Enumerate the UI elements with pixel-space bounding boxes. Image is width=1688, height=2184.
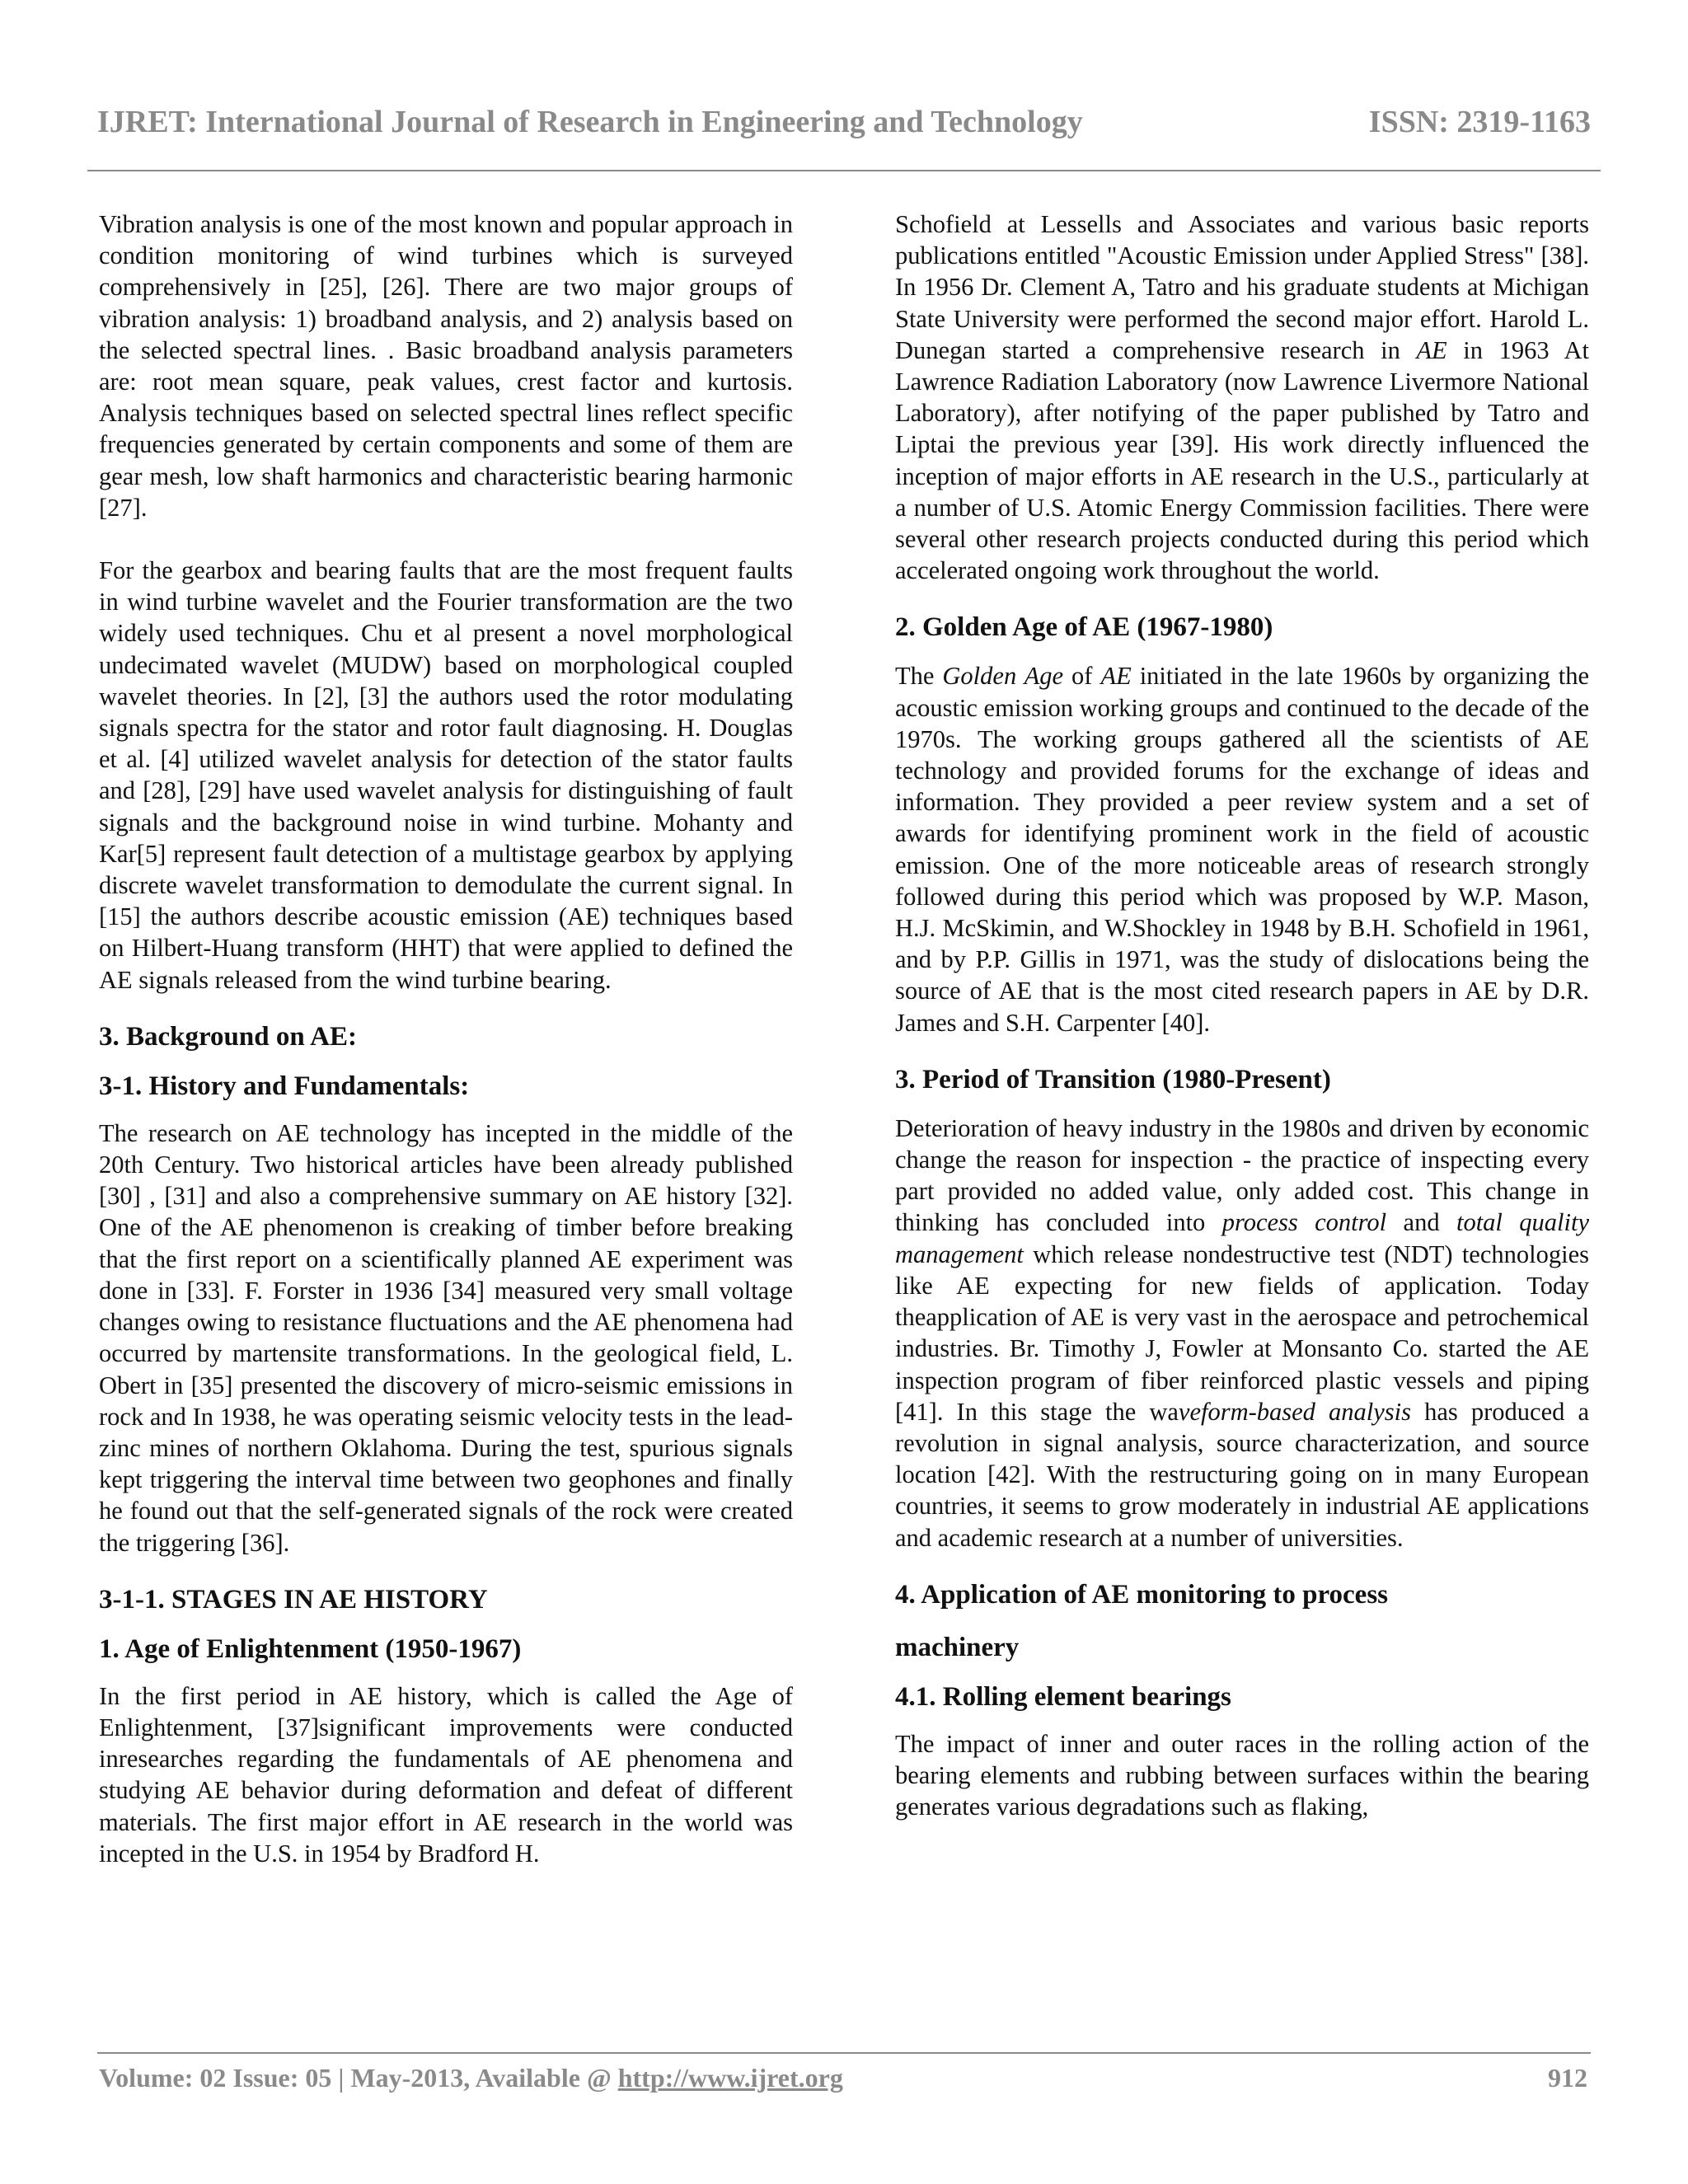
- footer-volume-text: Volume: 02 Issue: 05 | May-2013, Available @: [99, 2062, 618, 2093]
- paragraph-golden-age: [895, 660, 1589, 1038]
- heading-transition: 3. Period of Transition (1980-Present): [895, 1064, 1331, 1094]
- paragraph-history: The research on AE technology has incepted in the middle of the 20th Century. Two historical articles have been already published [30] , [31] and also a comprehensive summary on AE history [32]. One of the AE phenomenon is creaking of timber before breaking that the first report on a scientifically planned AE experiment was done in [33]. F. Forster in 1936 [34] measured very small voltage changes owing to resistance fluctuations and the AE phenomena had occurred by martensite transformations. In the geological field, L. Obert in [35] presented the discovery of micro-seismic emissions in rock and In 1938, he was operating seismic velocity tests in the lead-zinc mines of northern Oklahoma. During the test, spurious signals kept triggering the interval time between two geophones and finally he found out that the self-generated signals of the rock were created the triggering [36].: [99, 1118, 793, 1557]
- page-number: 912: [1548, 2062, 1587, 2093]
- heading-golden-age: 2. Golden Age of AE (1967-1980): [895, 612, 1273, 643]
- heading-stages: 3-1-1. STAGES IN AE HISTORY: [99, 1584, 488, 1615]
- footer-volume: [99, 2063, 843, 2093]
- text-run: which release nondestructive test (NDT) technologies like AE expecting for new fields of application. Today theapplication of AE is very vast in the aerospace and petrochemical industries. Br. Timothy J, Fowler at Monsanto Co. started the AE inspection program of fiber reinforced plastic vessels and piping [41]. In this stage the wa: [895, 1240, 1589, 1426]
- heading-enlightenment: 1. Age of Enlightenment (1950-1967): [99, 1633, 522, 1664]
- journal-url-link[interactable]: http://www.ijret.org: [617, 2062, 843, 2093]
- paragraph-gearbox: For the gearbox and bearing faults that are the most frequent faults in wind turbine wavelet and the Fourier transformation are the two widely used techniques. Chu et al present a novel morphological undecimated wavelet (MUDW) based on morphological coupled wavelet theories. In [2], [3] the authors used the rotor modulating signals spectra for the stator and rotor fault diagnosing. H. Douglas et al. [4] utilized wavelet analysis for detection of the stator faults and [28], [29] have used wavelet analysis for distinguishing of fault signals and the background noise in wind turbine. Mohanty and Kar[5] represent fault detection of a multistage gearbox by applying discrete wavelet transformation to demodulate the current signal. In [15] the authors describe acoustic emission (AE) techniques based on Hilbert-Huang transform (HHT) that were applied to defined the AE signals released from the wind turbine bearing.: [99, 556, 793, 994]
- heading-application-line1: 4. Application of AE monitoring to process: [895, 1579, 1389, 1610]
- footer-divider: [97, 2052, 1591, 2054]
- paragraph-enlightenment: In the first period in AE history, which is called the Age of Enlightenment, [37]significant improvements were conducted inresearches regarding the fundamentals of AE phenomena and studying AE behavior during deformation and defeat of different materials. The first major effort in AE research in the world was incepted in the U.S. in 1954 by Bradford H.: [99, 1681, 793, 1868]
- running-header: [97, 97, 1591, 147]
- text-run: Schofield at Lessells and Associates and various basic reports publications entitled "Acoustic Emission under Applied Stress" [38]. In 1956 Dr. Clement A, Tatro and his graduate students at Michigan State University were performed the second major effort. Harold L. Dunegan started a comprehensive research in: [895, 210, 1589, 364]
- text-run-italic: AE: [1100, 662, 1132, 691]
- heading-application-line2: machinery: [895, 1632, 1020, 1662]
- heading-background: 3. Background on AE:: [99, 1021, 357, 1052]
- right-column: [895, 209, 1589, 1854]
- text-run: Deterioration of heavy industry in the 1980s and driven by economic change the reason for inspection - the practice of inspecting every part provided no added value, only added cost. This change in thinking has concluded into: [895, 1113, 1589, 1237]
- text-run: has produced a revolution in signal analysis, source characterization, and source location [42]. With the restructuring going on in many European countries, it seems to grow moderately in industrial AE applications and academic research at a number of universities.: [895, 1397, 1590, 1552]
- journal-title: IJRET: International Journal of Research in Engineering and Technology: [97, 105, 1083, 139]
- header-divider: [87, 170, 1601, 171]
- heading-history: 3-1. History and Fundamentals:: [99, 1071, 470, 1101]
- paragraph-vibration: Vibration analysis is one of the most known and popular approach in condition monitoring of wind turbines which is surveyed comprehensively in [25], [26]. There are two major groups of vibration analysis: 1) broadband analysis, and 2) analysis based on the selected spectral lines. . Basic broadband analysis parameters are: root mean square, peak values, crest factor and kurtosis. Analysis techniques based on selected spectral lines reflect specific frequencies generated by certain components and some of them are gear mesh, low shaft harmonics and characteristic bearing harmonic [27].: [99, 210, 793, 522]
- text-run: and: [1403, 1208, 1440, 1237]
- left-column: [99, 209, 793, 1900]
- text-run: The: [895, 662, 935, 691]
- paragraph-rolling-bearings: The impact of inner and outer races in the rolling action of the bearing elements and rubbing between surfaces within the bearing generates various degradations such as flaking,: [895, 1729, 1589, 1821]
- text-run: initiated in the late 1960s by organizing the acoustic emission working groups and continued to the decade of the 1970s. The working groups gathered all the scientists of AE technology and provided forums for the exchange of ideas and information. They provided a peer review system and a set of awards for identifying prominent work in the field of acoustic emission. One of the more noticeable areas of research strongly followed during this period which was proposed by W.P. Mason, H.J. McSkimin, and W.Shockley in 1948 by B.H. Schofield in 1961, and by P.P. Gillis in 1971, was the study of dislocations being the source of AE that is the most cited research papers in AE by D.R. James and S.H. Carpenter [40].: [895, 662, 1590, 1037]
- running-footer: [99, 2057, 1587, 2098]
- text-run: in 1963 At Lawrence Radiation Laboratory (now Lawrence Livermore National Laboratory), after notifying of the paper published by Tatro and Liptai the previous year [39]. His work directly influenced the inception of major efforts in AE research in the U.S., particularly at a number of U.S. Atomic Energy Commission facilities. There were several other research projects conducted during this period which accelerated ongoing work throughout the world.: [895, 335, 1590, 585]
- text-run-italic: process control: [1221, 1208, 1387, 1237]
- issn: ISSN: 2319-1163: [1368, 105, 1591, 139]
- paragraph-transition: [895, 1113, 1589, 1554]
- text-run: of: [1071, 662, 1093, 691]
- heading-rolling-bearings: 4.1. Rolling element bearings: [895, 1681, 1231, 1712]
- text-run-italic: total quality management: [895, 1208, 1590, 1268]
- text-run-italic: Golden Age: [942, 662, 1064, 691]
- text-run-italic: AE: [1416, 335, 1447, 364]
- paragraph-schofield: [895, 209, 1589, 586]
- text-run-italic: veform-based analysis: [1178, 1397, 1412, 1426]
